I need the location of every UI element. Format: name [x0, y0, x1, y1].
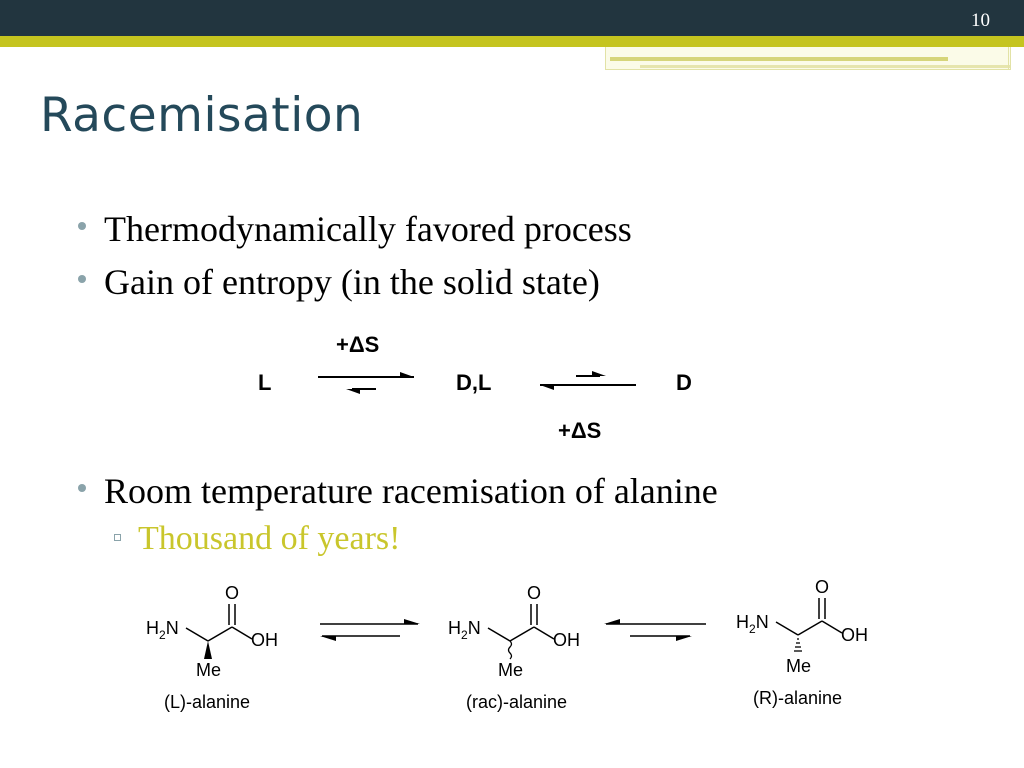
slide-number: 10	[971, 10, 990, 31]
r-alanine-structure	[736, 577, 868, 676]
rac-alanine-structure	[448, 583, 580, 680]
svg-text:O: O	[815, 577, 830, 597]
entropy-label-top: +ΔS	[336, 332, 380, 357]
svg-text:Me: Me	[196, 660, 222, 680]
svg-text:Me: Me	[786, 656, 812, 676]
arrow-r-to-rac	[604, 619, 706, 641]
species-l: L	[258, 370, 272, 395]
l-alanine-structure	[146, 583, 278, 680]
svg-text:O: O	[527, 583, 542, 603]
species-d: D	[676, 370, 692, 395]
svg-text:OH: OH	[251, 630, 278, 650]
bullet-text: Thermodynamically favored process	[104, 209, 632, 249]
species-dl: D,L	[456, 370, 492, 395]
svg-text:H2N: $H_2N$	[736, 612, 769, 636]
svg-text:Me: Me	[498, 660, 524, 680]
bullet-text: Gain of entropy (in the solid state)	[104, 262, 600, 302]
entropy-label-bottom: +ΔS	[558, 418, 602, 443]
svg-text:H2N: $H_2N$	[146, 618, 179, 642]
rac-alanine-label: (rac)-alanine	[466, 692, 568, 712]
svg-text:O: O	[225, 583, 240, 603]
bullet-text: Room temperature racemisation of alanine	[104, 471, 718, 511]
svg-text:OH: OH	[841, 625, 868, 645]
l-alanine-label: (L)-alanine	[164, 692, 251, 712]
svg-text:OH: OH	[553, 630, 580, 650]
sub-bullet-text: Thousand of years!	[138, 520, 401, 557]
arrow-l-to-rac	[320, 619, 420, 641]
r-alanine-label: (R)-alanine	[753, 688, 843, 708]
svg-text:H2N: $H_2N$	[448, 618, 481, 642]
slide-title: Racemisation	[40, 88, 364, 143]
